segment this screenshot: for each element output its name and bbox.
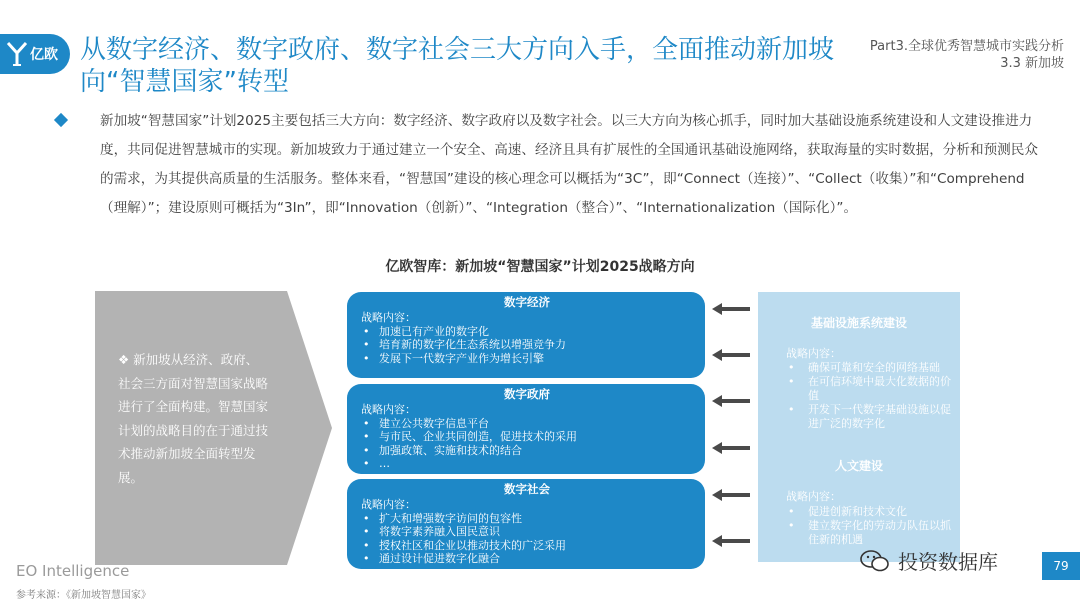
list-item: • 建立公共数字信息平台 — [361, 417, 693, 430]
list-item: • 与市民、企业共同创造，促进技术的采用 — [361, 430, 693, 443]
logo-text: 亿欧 — [30, 47, 58, 63]
sub-section-label: 3.3 新加坡 — [1000, 56, 1064, 71]
intro-text: 新加坡“智慧国家”计划2025主要包括三大方向：数字经济、数字政府以及数字社会。以三大方向为核心抓手，同时加大基础设施系统建设和人文建设推进力度，共同促进智慧城市的实现。新加坡致力于通过建立一个安全、高速、经济且具有扩展性的全国通讯基础设施网络，获取海量的实时数据，分析和预测民众的需求，为其提供高质量的生活服务。整体来看，“智慧国”建设的核心理念可以概括为“3C”，即“Connect（连接）”、“Collect（收集）”和“Comprehend（理解）”；建设原则可概括为“3In”，即“Innovation（创新）”、“Integration（整合）”、“Internationalization（国际化）”。 — [100, 113, 1038, 216]
part-label: Part3.全球优秀智慧城市实践分析 — [869, 39, 1064, 54]
list-item: • 加速已有产业的数字化 — [361, 325, 693, 338]
list-item: • … — [361, 457, 693, 470]
list-item: • 加强政策、实施和技术的结合 — [361, 444, 693, 457]
footer-brand: EO Intelligence — [16, 562, 130, 580]
box-list — [361, 417, 693, 471]
diamond-bullet-icon — [54, 113, 68, 127]
list-item: • 在可信环境中最大化数据的价值 — [786, 375, 956, 403]
list-item: • 开发下一代数字基础设施以促进广泛的数字化 — [786, 403, 956, 431]
list-item: • 将数字素养融入国民意识 — [361, 525, 693, 538]
list-item: • 确保可靠和安全的网络基础 — [786, 361, 956, 375]
box-list — [361, 512, 693, 566]
box-subtitle: 战略内容： — [361, 311, 416, 325]
diagram-title: 亿欧智库：新加坡“智慧国家”计划2025战略方向 — [385, 259, 695, 275]
infra-list — [786, 361, 956, 431]
intro-paragraph — [78, 107, 1040, 223]
list-item: • 扩大和增强数字访问的包容性 — [361, 512, 693, 525]
wechat-icon — [860, 549, 890, 573]
strategy-box-digital-economy — [347, 292, 705, 378]
infra-title: 基础设施系统建设 — [810, 316, 907, 330]
list-item: • 建立数字化的劳动力队伍以抓住新的机遇 — [786, 519, 956, 547]
brand-logo — [0, 34, 70, 74]
watermark-text: 投资数据库 — [898, 550, 998, 574]
left-arrow-icon — [712, 442, 750, 454]
page-number: 79 — [1042, 552, 1080, 580]
box-title: 数字经济 — [504, 295, 550, 309]
box-title: 数字社会 — [504, 482, 550, 496]
box-list — [361, 325, 693, 365]
human-list — [786, 505, 956, 547]
logo-y-icon — [6, 41, 28, 67]
left-arrow-icon — [712, 395, 750, 407]
list-item: • 通过设计促进数字化融合 — [361, 552, 693, 565]
human-title: 人文建设 — [834, 459, 883, 473]
strategy-box-digital-government — [347, 384, 705, 474]
list-item: • 培育新的数字化生态系统以增强竞争力 — [361, 338, 693, 351]
box-subtitle: 战略内容： — [361, 498, 416, 512]
page-title: 从数字经济、数字政府、数字社会三大方向入手，全面推动新加坡向“智慧国家”转型 — [80, 35, 835, 97]
left-arrow-icon — [712, 349, 750, 361]
right-support-panel — [758, 292, 960, 562]
human-subtitle: 战略内容： — [786, 490, 841, 503]
box-title: 数字政府 — [504, 387, 550, 401]
left-arrow-icon — [712, 303, 750, 315]
box-subtitle: 战略内容： — [361, 403, 416, 417]
left-arrow-icon — [712, 535, 750, 547]
list-item: • 发展下一代数字产业作为增长引擎 — [361, 352, 693, 365]
left-arrow-icon — [712, 489, 750, 501]
list-item: • 促进创新和技术文化 — [786, 505, 956, 519]
watermark — [860, 546, 998, 575]
footer-source: 参考来源：《新加坡智慧国家》 — [16, 590, 151, 601]
list-item: • 授权社区和企业以推动技术的广泛采用 — [361, 539, 693, 552]
strategy-box-digital-society — [347, 479, 705, 569]
left-summary-text: ❖ 新加坡从经济、政府、社会三方面对智慧国家战略进行了全面构建。智慧国家计划的战略目的在于通过技术推动新加坡全面转型发展。 — [118, 352, 269, 485]
section-label — [870, 38, 1064, 72]
infra-subtitle: 战略内容： — [786, 347, 841, 360]
